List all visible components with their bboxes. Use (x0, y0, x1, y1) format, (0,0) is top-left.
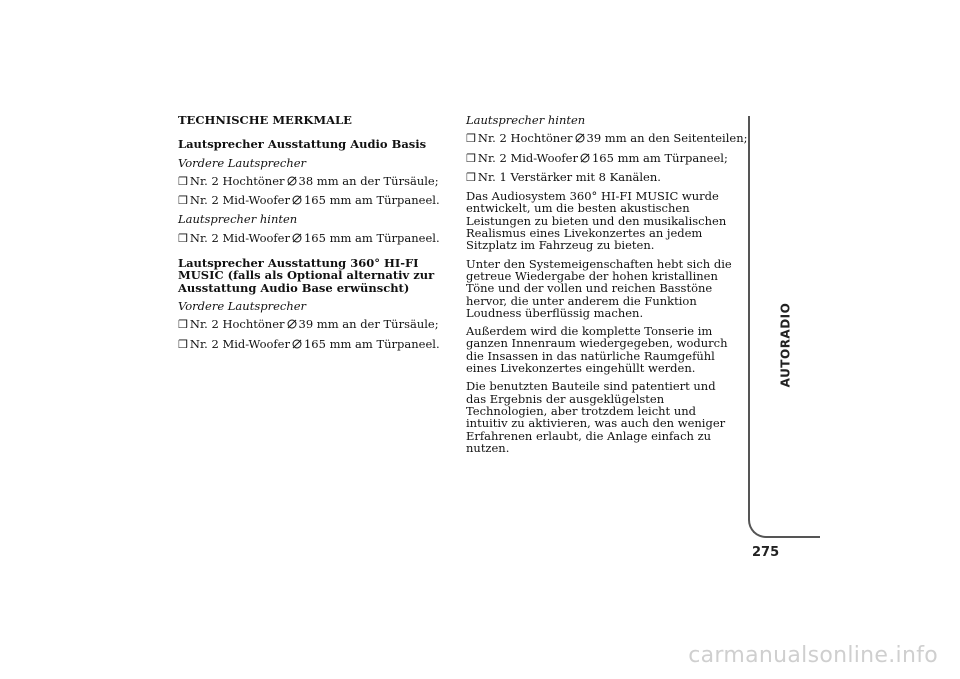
basis-heading: Lautsprecher Ausstattung Audio Basis (178, 137, 427, 152)
bullet-box-icon: ❒ (466, 151, 476, 165)
watermark: carmanualsonline.info (688, 643, 938, 668)
paragraph: Die benutzten Bauteile sind patentiert und das Ergebnis der ausgeklügelsten Technologien, aber trotzdem leicht und intuitiv zu aktivieren, was auch den weniger Erfahrenen erlaubt, die Anlage einfach zu nutzen. (466, 379, 726, 455)
bullet-box-icon: ❒ (466, 170, 476, 184)
paragraph: Das Audiosystem 360° HI-FI MUSIC wurde entwickelt, um die besten akustischen Leistungen zu bieten und den musikalischen Realismus eines Livekonzertes an jedem Sitzplatz im Fahrzeug zu bieten. (466, 189, 727, 253)
bullet-box-icon: ❒ (178, 231, 188, 245)
diameter-icon (575, 133, 585, 143)
diameter-icon (292, 233, 302, 243)
list-item: ❒ Nr. 2 Mid-Woofer 165 mm am Türpaneel; (466, 150, 728, 165)
list-item: ❒ Nr. 1 Verstärker mit 8 Kanälen. (466, 169, 661, 184)
section-title: TECHNISCHE MERKMALE (178, 113, 352, 127)
left-column (178, 114, 446, 357)
rear-speakers-label: Lautsprecher hinten (466, 113, 586, 127)
list-item: ❒ Nr. 2 Hochtöner 38 mm an der Türsäule; (178, 173, 439, 188)
rear-speakers-label: Lautsprecher hinten (178, 212, 298, 227)
hifi-heading: Lautsprecher Ausstattung 360° HI-FI MUSIC (falls als Optional alternativ zur Ausstattung Audio Base erwünscht) (178, 256, 435, 295)
diameter-icon (292, 195, 302, 205)
diameter-icon (287, 319, 297, 329)
diameter-icon (292, 339, 302, 349)
front-speakers-label: Vordere Lautsprecher (178, 155, 307, 170)
list-item: ❒ Nr. 2 Mid-Woofer 165 mm am Türpaneel. (178, 336, 440, 351)
right-column (466, 113, 748, 460)
bullet-box-icon: ❒ (178, 194, 188, 208)
list-item: ❒ Nr. 2 Hochtöner 39 mm an der Türsäule; (178, 317, 439, 332)
page-number: 275 (752, 545, 780, 560)
bullet-box-icon: ❒ (178, 337, 188, 351)
list-item: ❒ Nr. 2 Mid-Woofer 165 mm am Türpaneel. (178, 193, 440, 208)
bullet-box-icon: ❒ (466, 132, 476, 146)
diameter-icon (287, 176, 297, 186)
paragraph: Außerdem wird die komplette Tonserie im ganzen Innenraum wiedergegeben, wodurch die Insassen in das natürliche Raumgefühl eines Livekonzertes eingehüllt werden. (466, 324, 728, 376)
bullet-box-icon: ❒ (178, 174, 188, 188)
list-item: ❒ Nr. 2 Hochtöner 39 mm an den Seitenteilen; (466, 131, 748, 146)
diameter-icon (580, 153, 590, 163)
section-tab (760, 300, 810, 390)
bullet-box-icon: ❒ (178, 318, 188, 332)
section-tab-label: AUTORADIO (778, 302, 793, 388)
front-speakers-label: Vordere Lautsprecher (178, 298, 307, 313)
paragraph: Unter den Systemeigenschaften hebt sich die getreue Wiedergabe der hohen kristallinen Töne und der vollen und reichen Basstöne hervor, die unter anderem die Funktion Loudness überflüssig machen. (466, 256, 732, 320)
list-item: ❒ Nr. 2 Mid-Woofer 165 mm am Türpaneel. (178, 230, 440, 245)
